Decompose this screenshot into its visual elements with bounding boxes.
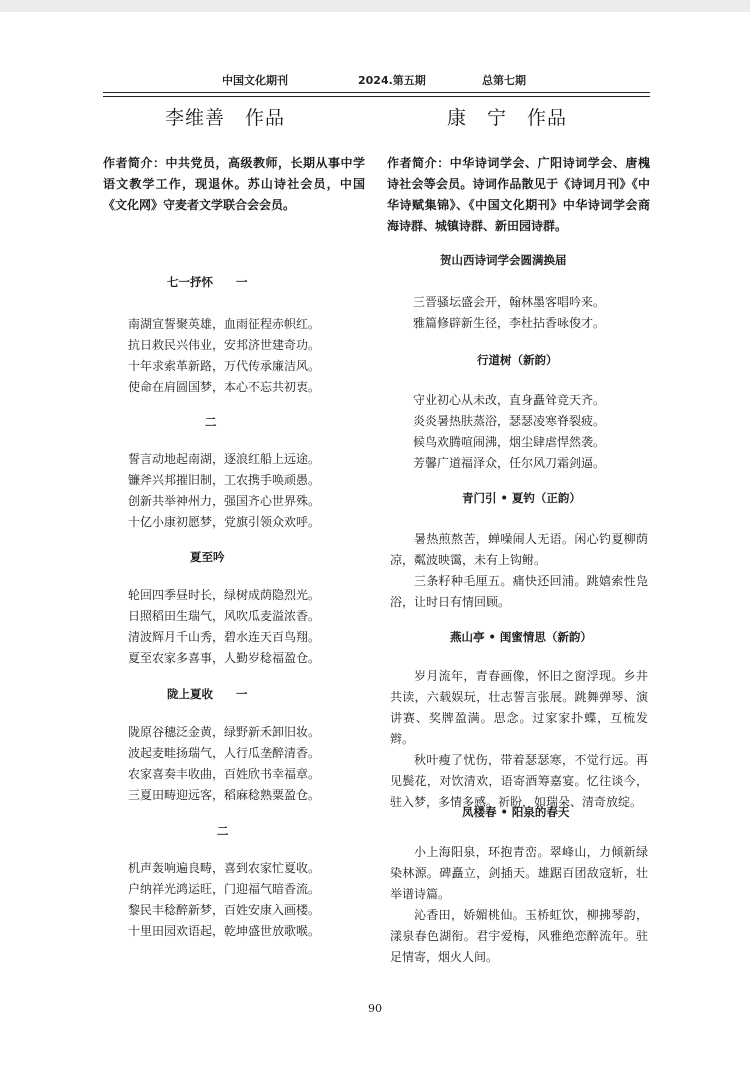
poem-line: 雅篇修辟新生径，李杜拈香咏俊才。 xyxy=(413,316,606,330)
poem-paragraph: 岁月流年，青春画像，怀旧之窗浮现。乡井共读，六载娱玩，壮志誓言张展。跳舞弹琴、演讲赛、奖牌盈满。思念。过家家扑蝶，互梳发辫。 xyxy=(390,669,648,746)
poem-line: 波起麦畦扬瑞气，人行瓜垄醉清香。 xyxy=(128,746,321,760)
poem-title: 贺山西诗词学会圆满换届 xyxy=(440,253,567,267)
poem-title: 凤楼春 • 阳泉的春天 xyxy=(462,805,570,819)
left-author-intro: 作者简介：中共党员，高级教师，长期从事中学语文教学工作，现退休。苏山诗社会员，中国《文化网》守麦者文学联合会会员。 xyxy=(103,156,365,212)
poem-line: 候鸟欢腾喧闹沸，烟尘肆虐悍然袭。 xyxy=(413,435,606,449)
poem-line: 夏至农家多喜事，人勤岁稔福盈仓。 xyxy=(128,651,321,665)
poem-title: 燕山亭 • 闺蜜情思（新韵） xyxy=(450,630,592,644)
poem-paragraph: 暑热煎熬苦，蝉噪闹人无语。闲心钓夏柳荫凉，粼波映霭，未有上钩鲋。 xyxy=(390,532,648,567)
poem-line: 农家喜奏丰收曲，百姓欣书幸福章。 xyxy=(128,767,321,781)
poem-body xyxy=(413,390,605,474)
poem-title: 七一抒怀 一 xyxy=(167,275,248,289)
poem-body xyxy=(128,449,320,533)
header-rule-bottom xyxy=(103,96,650,97)
poem-body xyxy=(128,585,320,669)
poem-body xyxy=(128,722,320,806)
poem-line: 使命在肩圆国梦，本心不忘共初衷。 xyxy=(128,380,321,394)
page-number: 90 xyxy=(368,1002,382,1015)
poem-line: 炎炎暑热肤蒸浴，瑟瑟凌寒脊裂疲。 xyxy=(413,414,606,428)
poem-line: 抗日救民兴伟业，安邦济世建奇功。 xyxy=(128,338,321,352)
header-rule-top xyxy=(103,92,650,93)
poem-line: 黎民丰稔醉新梦，百姓安康入画楼。 xyxy=(128,903,321,917)
poem-title: 行道树（新韵） xyxy=(477,353,558,367)
running-header xyxy=(0,72,750,88)
poem-title: 陇上夏收 一 xyxy=(167,687,248,701)
poem-title: 夏至吟 xyxy=(190,550,225,564)
poem-line: 十里田园欢语起，乾坤盛世放歌喉。 xyxy=(128,924,321,938)
poem-body xyxy=(390,842,648,968)
poem-body xyxy=(390,666,648,813)
left-author-title: 李维善 作品 xyxy=(165,107,286,129)
right-author-intro: 作者简介：中华诗词学会、广阳诗词学会、唐槐诗社会等会员。诗词作品散见于《诗词月刊》《中华诗赋集锦》、《中国文化期刊》中华诗词学会商海诗群、城镇诗群、新田园诗群。 xyxy=(387,156,650,233)
poem-title: 二 xyxy=(217,824,229,838)
poem-paragraph: 三条籽种毛厘五。痛快还回浦。跳嬉索性凫浴，让时日有情回顾。 xyxy=(390,574,648,609)
poem-line: 陇原谷穗泛金黄，绿野新禾卸旧妆。 xyxy=(128,725,321,739)
poem-line: 日照稻田生瑞气，风吹瓜麦溢浓香。 xyxy=(128,609,321,623)
poem-body xyxy=(128,314,320,398)
poem-line: 守业初心从未改，直身矗耸竞天齐。 xyxy=(413,393,606,407)
right-author-title: 康 宁 作品 xyxy=(447,107,568,129)
poem-line: 三晋骚坛盛会开，翰林墨客唱吟来。 xyxy=(413,295,606,309)
poem-body xyxy=(390,529,648,613)
poem-line: 十年求索革新路，万代传承廉洁风。 xyxy=(128,359,321,373)
poem-paragraph: 小上海阳泉，环抱青峦。翠峰山，力倾新绿染林源。碑矗立，剑插天。雄踞百团敌寇斩，壮举谱诗篇。 xyxy=(390,845,648,901)
poem-paragraph: 秋叶瘦了忧伤，带着瑟瑟寒，不觉行远。再见鬓花，对饮清欢，语寄酒筹嘉宴。忆往谈今，驻入梦，多情多感。祈盼，如瑞朵、清奇放绽。 xyxy=(390,753,648,809)
poem-line: 镰斧兴邦摧旧制，工农携手唤顽愚。 xyxy=(128,473,321,487)
poem-line: 轮回四季昼时长，绿树成荫隐烈光。 xyxy=(128,588,321,602)
poem-line: 三夏田畴迎远客，稻麻稔熟粟盈仓。 xyxy=(128,788,321,802)
poem-title: 二 xyxy=(205,415,217,429)
poem-line: 创新共举神州力，强国齐心世界殊。 xyxy=(128,494,321,508)
poem-paragraph: 沁香田，娇媚桃仙。玉桥虹饮，柳拂琴韵，漾泉春色湖衔。君宇爱梅，风雅绝恋醉流年。驻足情寄，烟火人间。 xyxy=(390,908,648,964)
poem-body xyxy=(128,858,320,942)
issue-label: 2024.第五期 xyxy=(358,74,426,87)
poem-line: 机声轰响遍良畴，喜到农家忙夏收。 xyxy=(128,861,321,875)
poem-line: 南湖宣誓聚英雄，血雨征程赤帜红。 xyxy=(128,317,321,331)
poem-body xyxy=(413,292,605,334)
poem-title: 青门引 • 夏钓（正韵） xyxy=(462,491,581,505)
poem-line: 清波辉月千山秀，碧水连天百鸟翔。 xyxy=(128,630,321,644)
journal-name: 中国文化期刊 xyxy=(222,74,288,87)
page xyxy=(0,12,750,1067)
poem-line: 誓言动地起南湖，逐浪红船上远途。 xyxy=(128,452,321,466)
poem-line: 十亿小康初愿梦，党旗引领众欢呼。 xyxy=(128,515,321,529)
poem-line: 户纳祥光鸿运旺，门迎福气暗香流。 xyxy=(128,882,321,896)
total-issue-label: 总第七期 xyxy=(482,74,526,87)
poem-line: 芳馨广道福泽众，任尔风刀霜剑逼。 xyxy=(413,456,606,470)
